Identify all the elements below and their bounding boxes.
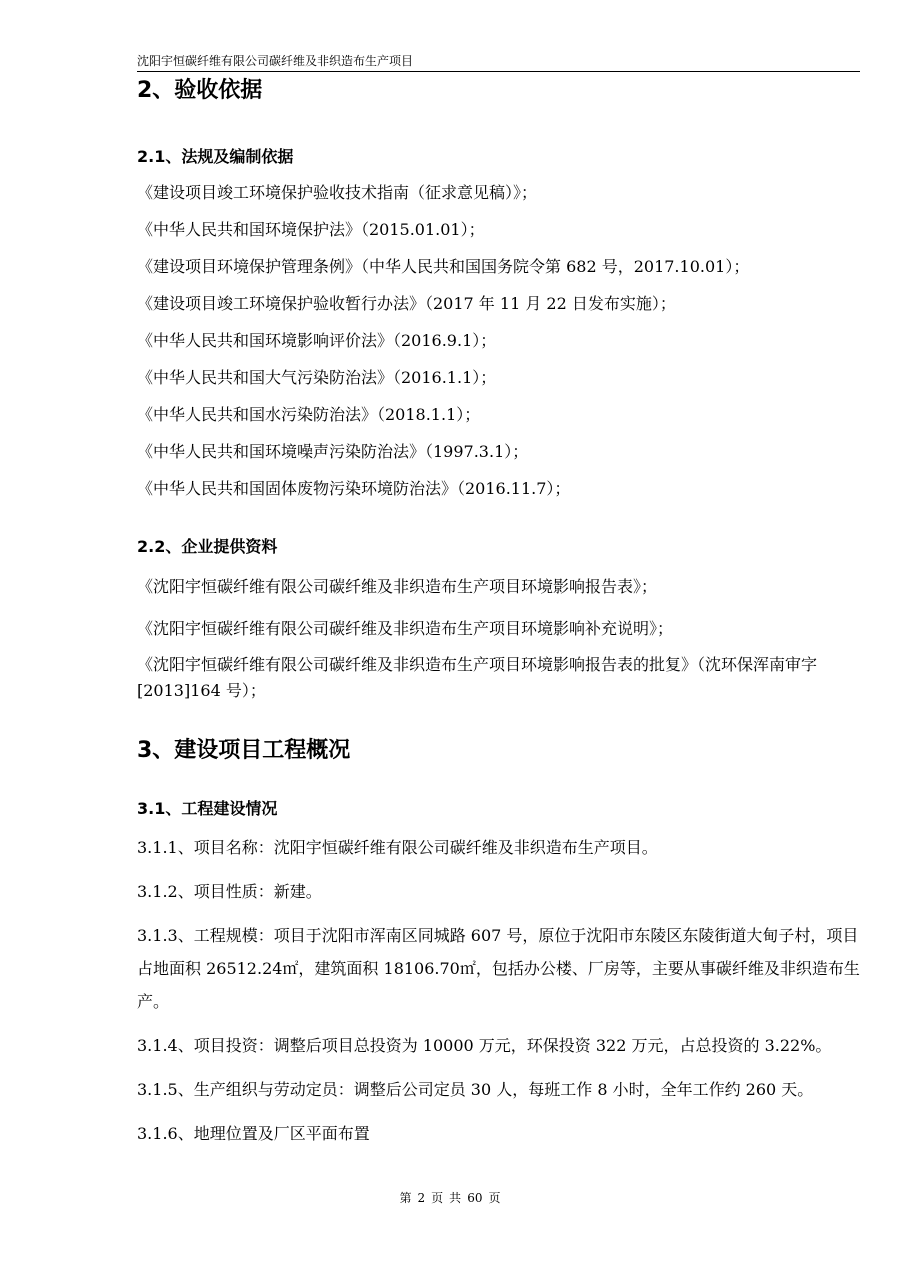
overview-item-staffing: 3.1.5、生产组织与劳动定员：调整后公司定员 30 人，每班工作 8 小时，全年工作约 260 天。 [137,1080,814,1099]
section-2-1-title: 2.1、法规及编制依据 [137,147,294,166]
overview-item-location: 3.1.6、地理位置及厂区平面布置 [137,1124,370,1143]
regulation-item: 《中华人民共和国固体废物污染环境防治法》（2016.11.7）； [137,479,571,498]
section-3-1-title: 3.1、工程建设情况 [137,799,278,818]
section-3-title: 3、建设项目工程概况 [137,738,351,763]
regulation-item: 《中华人民共和国环境噪声污染防治法》（1997.3.1）； [137,442,529,461]
page-body [137,76,861,1150]
regulation-item: 《中华人民共和国水污染防治法》（2018.1.1）； [137,405,481,424]
regulation-item: 《建设项目竣工环境保护验收技术指南（征求意见稿）》； [137,183,538,202]
project-overview [137,831,861,1150]
regulation-list [137,182,861,500]
section-2-2-title: 2.2、企业提供资料 [137,537,278,556]
page-footer [0,1190,900,1206]
page-number: 2 [417,1191,426,1205]
overview-item-investment: 3.1.4、项目投资：调整后项目总投资为 10000 万元，环保投资 322 万元，占总投资的 3.22%。 [137,1036,832,1055]
regulation-item: 《中华人民共和国环境保护法》（2015.01.01）； [137,220,485,239]
regulation-item: 《中华人民共和国环境影响评价法》（2016.9.1）； [137,331,497,350]
section-2-title: 2、验收依据 [137,78,263,103]
footer-di: 第 [399,1191,412,1205]
regulation-item: 《中华人民共和国大气污染防治法》（2016.1.1）； [137,368,497,387]
company-docs-list [137,576,861,704]
running-header: 沈阳宇恒碳纤维有限公司碳纤维及非织造布生产项目 [137,53,860,72]
overview-item-scale: 3.1.3、工程规模：项目于沈阳市浑南区同城路 607 号，原位于沈阳市东陵区东陵街道大甸子村，项目占地面积 26512.24㎡，建筑面积 18106.70㎡，包括办公楼、厂房等，主要从事碳纤维及非织造布生产。 [137,926,860,1011]
company-doc-item: 《沈阳宇恒碳纤维有限公司碳纤维及非织造布生产项目环境影响报告表的批复》（沈环保浑南审字[2013]164 号）； [137,655,818,700]
regulation-item: 《建设项目环境保护管理条例》（中华人民共和国国务院令第 682 号，2017.10.01）； [137,257,750,276]
footer-ye: 页 [431,1191,444,1205]
company-doc-item: 《沈阳宇恒碳纤维有限公司碳纤维及非织造布生产项目环境影响报告表》； [137,577,658,596]
company-doc-item: 《沈阳宇恒碳纤维有限公司碳纤维及非织造布生产项目环境影响补充说明》； [137,619,674,638]
overview-item-name: 3.1.1、项目名称：沈阳宇恒碳纤维有限公司碳纤维及非织造布生产项目。 [137,838,658,857]
regulation-item: 《建设项目竣工环境保护验收暂行办法》（2017 年 11 月 22 日发布实施）； [137,294,676,313]
footer-ye2: 页 [488,1191,501,1205]
total-pages: 60 [467,1191,483,1205]
overview-item-nature: 3.1.2、项目性质：新建。 [137,882,322,901]
footer-gong: 共 [449,1191,462,1205]
